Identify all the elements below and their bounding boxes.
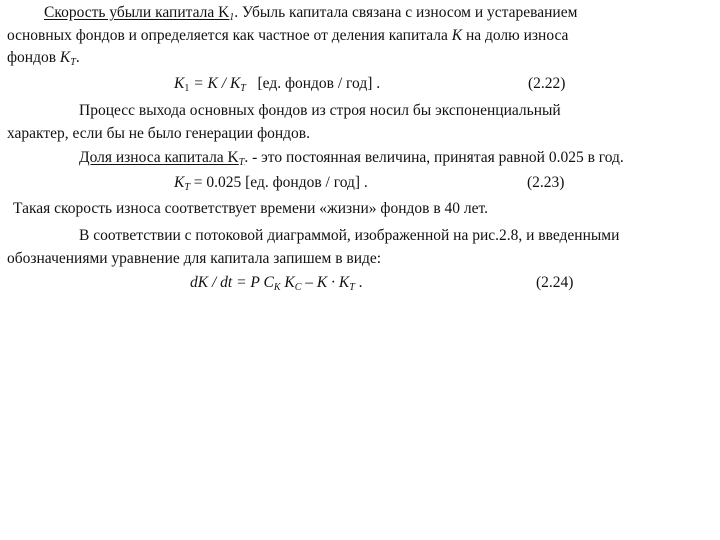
paragraph-3-rest: . - это постоянная величина, принятая равной 0.025 в год.: [244, 149, 624, 166]
line-2-text-a: основных фондов и определяется как частное от деления капитала: [7, 27, 452, 44]
eq24-pre: dK / dt = P C: [190, 274, 274, 291]
paragraph-2-line-1: Процесс выхода основных фондов из строя носил бы экспоненциальный: [79, 102, 561, 119]
eq22-rhs-sub: T: [240, 83, 246, 94]
eq24-sub-1: K: [273, 282, 281, 293]
eq22-lhs: K: [174, 75, 185, 92]
equation-number-2-22: (2.22): [528, 75, 566, 92]
eq24-mid-1: K: [280, 274, 295, 291]
eq22-lhs-sub: 1: [184, 83, 190, 94]
eq22-units: [ед. фондов / год] .: [245, 75, 381, 92]
eq24-sub-3: T: [349, 282, 355, 293]
line-2-text-b: на долю износа: [462, 27, 569, 44]
equation-2-22: [174, 74, 380, 94]
equation-number-2-24: (2.24): [536, 274, 574, 291]
line-3-text: фондов: [7, 49, 60, 66]
term-text: Доля износа капитала K: [79, 149, 239, 166]
paragraph-5-line-2: обозначениями уравнение для капитала запишем в виде:: [7, 250, 382, 267]
paragraph-line-1: [44, 3, 577, 23]
eq24-end: .: [354, 274, 363, 291]
underlined-term-wear-share: [79, 149, 244, 166]
var-kt: K: [59, 49, 71, 66]
paragraph-4: Такая скорость износа соответствует времени «жизни» фондов в 40 лет.: [13, 200, 488, 217]
equation-2-24: [190, 273, 363, 293]
paragraph-3: [79, 148, 624, 168]
term-text: Скорость убыли капитала K: [44, 4, 230, 21]
equation-number-2-23: (2.23): [527, 174, 565, 191]
paragraph-line-2: [7, 26, 568, 46]
equation-2-23: [174, 173, 368, 193]
term-subscript: T: [238, 157, 245, 168]
line-3-end: .: [75, 49, 80, 66]
eq24-mid-2: – K · K: [301, 274, 350, 291]
var-k: K: [451, 27, 463, 44]
eq24-sub-2: C: [294, 282, 302, 293]
term-subscript: 1: [229, 12, 235, 23]
eq23-value: = 0.025 [ед. фондов / год] .: [189, 174, 368, 191]
paragraph-line-3: [7, 48, 80, 68]
underlined-term-depletion-rate: [44, 4, 234, 21]
eq23-lhs-sub: T: [184, 182, 190, 193]
paragraph-2-line-2: характер, если бы не было генерации фондов.: [7, 125, 310, 142]
var-kt-subscript: T: [70, 57, 76, 68]
eq23-lhs: K: [174, 174, 185, 191]
paragraph-5-line-1: В соответствии с потоковой диаграммой, изображенной на рис.2.8, и введенными: [79, 227, 620, 244]
eq22-rhs: = K / K: [189, 75, 241, 92]
line-1-rest: . Убыль капитала связана с износом и устареванием: [234, 4, 578, 21]
